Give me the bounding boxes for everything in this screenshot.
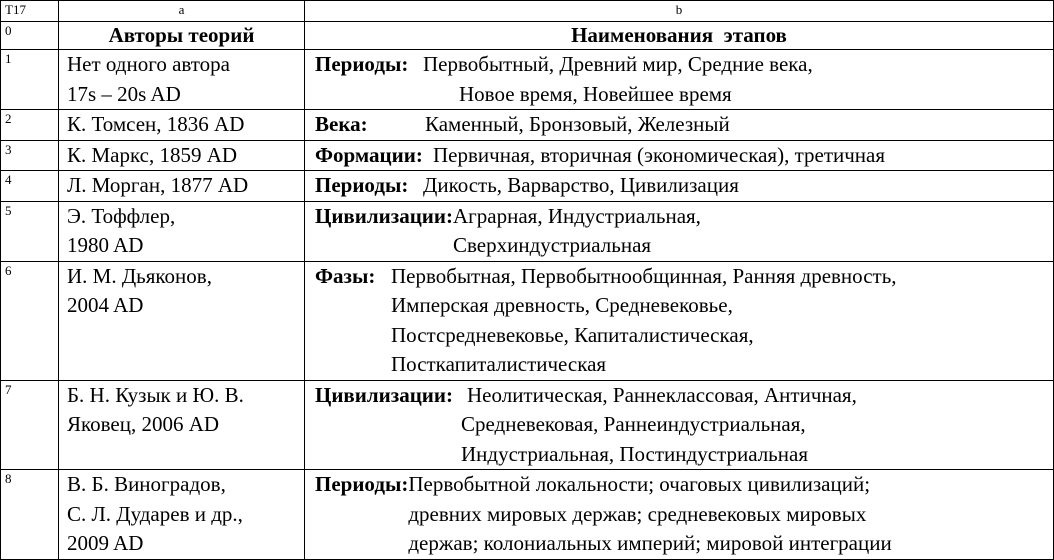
author-line: И. М. Дьяконов, bbox=[67, 263, 212, 288]
stage-line: держав; колониальных империй; мировой интеграции bbox=[408, 531, 892, 555]
author-line: Б. Н. Кузык и Ю. В. bbox=[67, 382, 244, 407]
author-line: В. Б. Виноградов, bbox=[67, 472, 226, 496]
stage-line: древних мировых держав; средневековых мировых bbox=[408, 501, 867, 526]
stage-type-label: Периоды: bbox=[315, 472, 409, 496]
stage-line: Неолитическая, Раннеклассовая, Античная, bbox=[467, 382, 857, 407]
stage-line: Каменный, Бронзовый, Железный bbox=[425, 112, 730, 136]
stage-line: Первобытный, Древний мир, Средние века, bbox=[423, 52, 813, 76]
stage-names bbox=[408, 470, 1053, 559]
row-number: 5 bbox=[1, 201, 59, 261]
header-row bbox=[1, 22, 1054, 50]
stage-line: Первобытная, Первобытнообщинная, Ранняя древность, bbox=[391, 263, 897, 288]
author-line: К. Томсен, 1836 AD bbox=[67, 112, 245, 136]
author-line: Яковец, 2006 AD bbox=[67, 412, 220, 436]
stage-line: Первобытной локальности; очаговых цивилизаций; bbox=[408, 472, 871, 496]
stage-line: Сверхиндустриальная bbox=[453, 233, 652, 257]
stage-line: Аграрная, Индустриальная, bbox=[453, 203, 701, 228]
stage-names bbox=[453, 381, 1053, 470]
table-id: T17 bbox=[1, 1, 59, 22]
stages-cell bbox=[305, 140, 1054, 171]
author-cell bbox=[59, 171, 305, 202]
table-row bbox=[1, 261, 1054, 380]
stage-type-label: Цивилизации: bbox=[315, 382, 453, 407]
stage-line: Средневековая, Раннеиндустриальная, bbox=[461, 412, 806, 436]
stage-names bbox=[375, 262, 1053, 380]
author-cell bbox=[59, 201, 305, 261]
table-row bbox=[1, 171, 1054, 202]
column-b-letter: b bbox=[305, 1, 1054, 22]
row-number: 7 bbox=[1, 380, 59, 470]
author-cell bbox=[59, 140, 305, 171]
stage-line: Посткапиталистическая bbox=[391, 352, 607, 376]
stages-cell bbox=[305, 380, 1054, 470]
stage-type-label: Формации: bbox=[315, 142, 423, 167]
letter-row bbox=[1, 1, 1054, 22]
stage-names bbox=[408, 50, 1053, 109]
stage-names bbox=[408, 171, 1053, 201]
stage-line: Имперская древность, Средневековье, bbox=[391, 293, 733, 317]
author-line: 1980 AD bbox=[67, 233, 144, 257]
table-row bbox=[1, 380, 1054, 470]
column-a-letter: a bbox=[59, 1, 305, 22]
table-row bbox=[1, 110, 1054, 141]
stages-cell bbox=[305, 261, 1054, 380]
stages-cell bbox=[305, 171, 1054, 202]
author-line: Л. Морган, 1877 AD bbox=[67, 173, 249, 197]
author-line: 17s – 20s AD bbox=[67, 81, 181, 106]
stages-cell bbox=[305, 110, 1054, 141]
stage-type-label: Фазы: bbox=[315, 263, 376, 288]
row-number: 4 bbox=[1, 171, 59, 202]
stage-names bbox=[453, 202, 1053, 261]
stage-line: Новое время, Новейшее время bbox=[459, 81, 732, 106]
stages-column-header: Наименования этапов bbox=[305, 22, 1054, 50]
table-row bbox=[1, 470, 1054, 560]
row-number: 2 bbox=[1, 110, 59, 141]
stage-line: Постсредневековье, Капиталистическая, bbox=[391, 322, 754, 347]
author-line: Э. Тоффлер, bbox=[67, 203, 176, 228]
stage-line: Дикость, Варварство, Цивилизация bbox=[423, 173, 739, 197]
author-cell bbox=[59, 110, 305, 141]
row-number: 6 bbox=[1, 261, 59, 380]
stage-line: Первичная, вторичная (экономическая), третичная bbox=[433, 142, 886, 167]
authors-column-header: Авторы теорий bbox=[59, 22, 305, 50]
stage-type-label: Периоды: bbox=[315, 52, 409, 76]
table-row bbox=[1, 140, 1054, 171]
author-cell bbox=[59, 470, 305, 560]
stage-type-label: Периоды: bbox=[315, 173, 409, 197]
author-cell bbox=[59, 380, 305, 470]
author-line: Нет одного автора bbox=[67, 52, 231, 76]
stage-type-label: Цивилизации: bbox=[315, 203, 453, 228]
row-number: 0 bbox=[1, 22, 59, 50]
table-row bbox=[1, 201, 1054, 261]
stage-names bbox=[368, 110, 1053, 140]
row-number: 3 bbox=[1, 140, 59, 171]
author-line: К. Маркс, 1859 AD bbox=[67, 142, 238, 167]
author-line: 2009 AD bbox=[67, 531, 144, 555]
stages-cell bbox=[305, 201, 1054, 261]
author-cell bbox=[59, 261, 305, 380]
stage-names bbox=[423, 141, 1053, 171]
author-line: 2004 AD bbox=[67, 293, 144, 317]
author-line: С. Л. Дударев и др., bbox=[67, 501, 243, 526]
table-row bbox=[1, 50, 1054, 110]
stages-cell bbox=[305, 470, 1054, 560]
row-number: 8 bbox=[1, 470, 59, 560]
stage-type-label: Века: bbox=[315, 112, 368, 136]
author-cell bbox=[59, 50, 305, 110]
stages-cell bbox=[305, 50, 1054, 110]
row-number: 1 bbox=[1, 50, 59, 110]
stage-line: Индустриальная, Постиндустриальная bbox=[461, 441, 808, 466]
